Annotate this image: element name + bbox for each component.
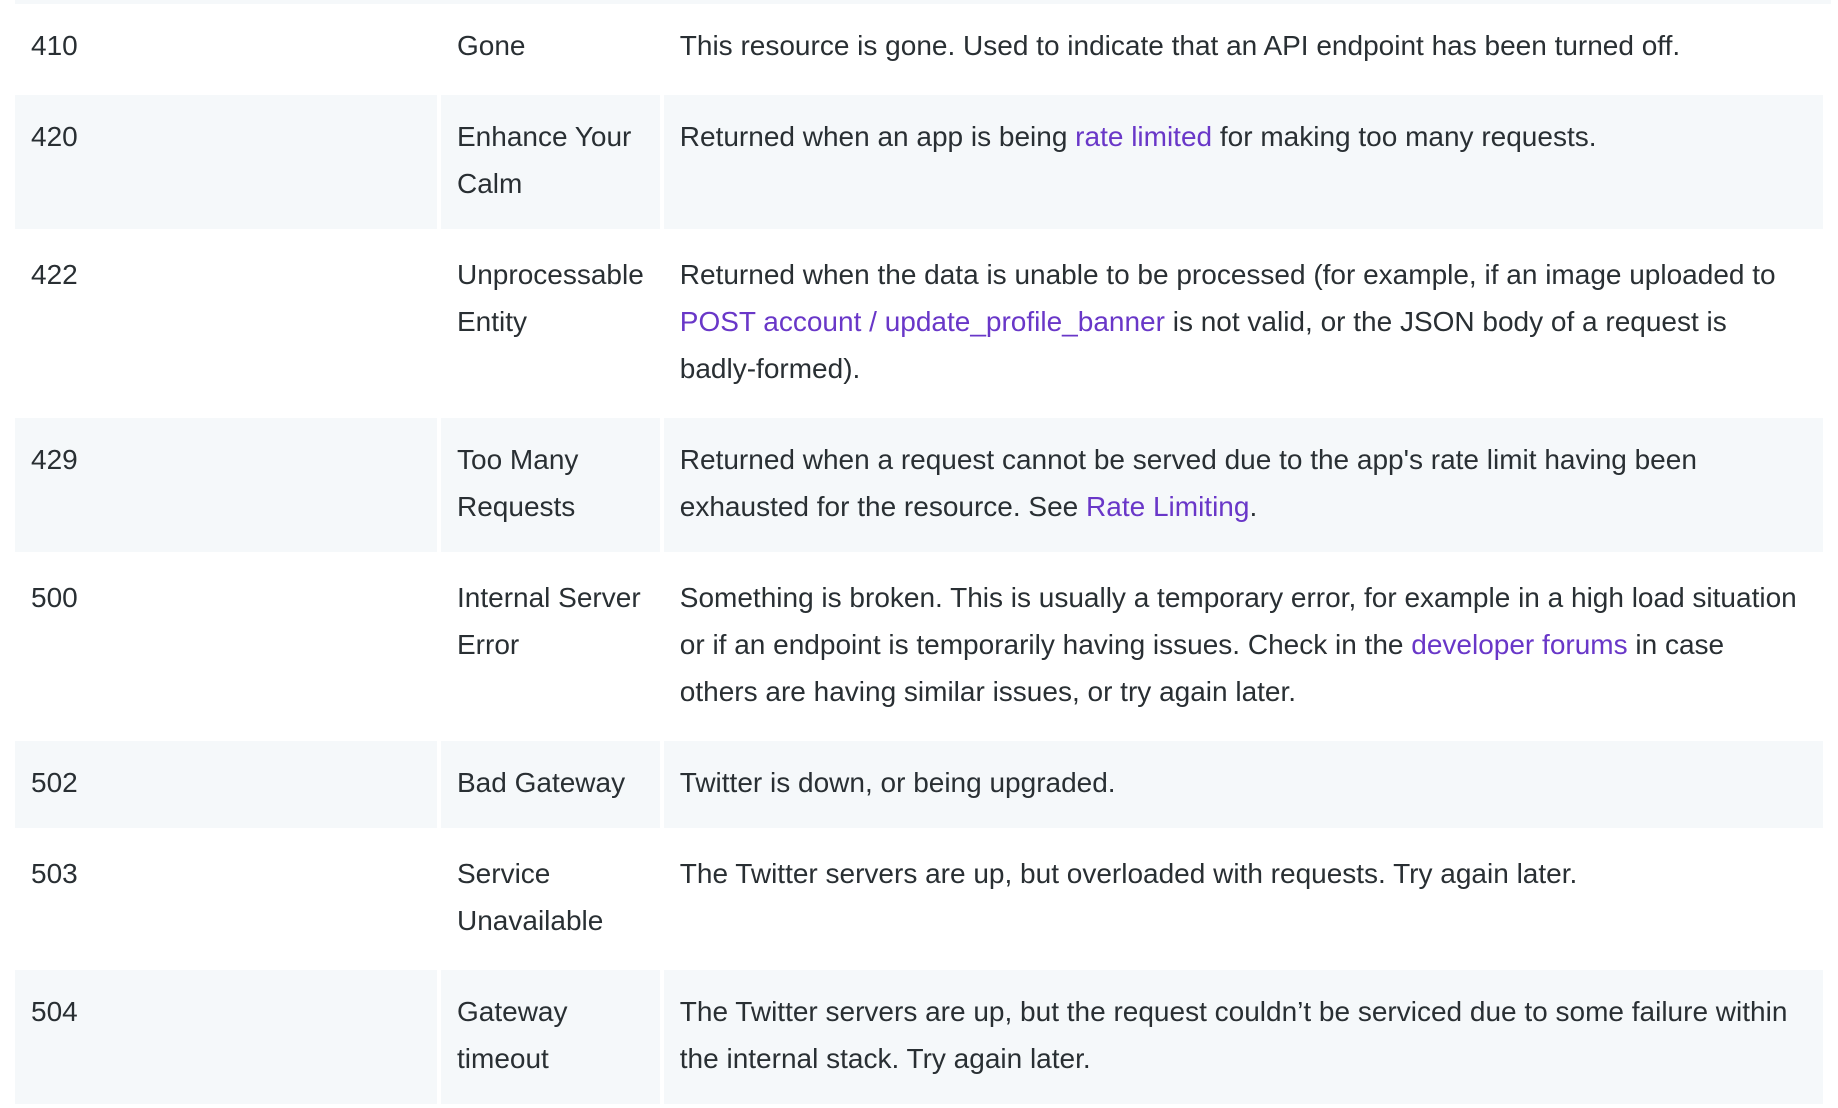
description-text: Twitter is down, or being upgraded. bbox=[679, 767, 1116, 798]
description-text: Returned when the data is unable to be processed (for example, if an image uploaded to bbox=[679, 259, 1776, 290]
status-text-cell: Unprocessable Entity bbox=[441, 233, 660, 414]
description-text: Returned when a request cannot be served due to the app's rate limit having been exhausted for the resource. See bbox=[679, 444, 1697, 522]
description-cell bbox=[664, 970, 1823, 1104]
description-text: . bbox=[1249, 491, 1258, 522]
status-text-cell: Bad Gateway bbox=[441, 741, 660, 828]
description-text: in case others are having similar issues, or try again later. bbox=[679, 629, 1725, 707]
status-code-cell: 502 bbox=[15, 741, 437, 828]
status-codes-table-body bbox=[15, 4, 1823, 1104]
status-text-cell: Gone bbox=[441, 4, 660, 91]
description-text: for making too many requests. bbox=[1212, 121, 1597, 152]
description-text: is not valid, or the JSON body of a request is badly-formed). bbox=[679, 306, 1727, 384]
table-row bbox=[15, 970, 1823, 1104]
description-cell bbox=[664, 556, 1823, 737]
table-row bbox=[15, 418, 1823, 552]
status-text-cell: Service Unavailable bbox=[441, 832, 660, 966]
table-row bbox=[15, 556, 1823, 737]
description-cell bbox=[664, 4, 1823, 91]
table-row bbox=[15, 741, 1823, 828]
status-code-cell: 410 bbox=[15, 4, 437, 91]
description-text: Something is broken. This is usually a temporary error, for example in a high load situation or if an endpoint is temporarily having issues. Check in the bbox=[679, 582, 1797, 660]
table-row bbox=[15, 832, 1823, 966]
status-code-cell: 420 bbox=[15, 95, 437, 229]
description-text: This resource is gone. Used to indicate that an API endpoint has been turned off. bbox=[679, 30, 1681, 61]
description-cell bbox=[664, 233, 1823, 414]
description-link[interactable]: POST account / update_profile_banner bbox=[679, 306, 1165, 337]
description-cell bbox=[664, 418, 1823, 552]
status-code-cell: 504 bbox=[15, 970, 437, 1104]
status-text-cell: Too Many Requests bbox=[441, 418, 660, 552]
status-text-cell: Internal Server Error bbox=[441, 556, 660, 737]
description-link[interactable]: developer forums bbox=[1411, 629, 1628, 660]
description-link[interactable]: rate limited bbox=[1075, 121, 1213, 152]
table-row bbox=[15, 95, 1823, 229]
status-code-cell: 422 bbox=[15, 233, 437, 414]
description-cell bbox=[664, 832, 1823, 966]
table-row bbox=[15, 4, 1823, 91]
status-code-cell: 429 bbox=[15, 418, 437, 552]
description-text: The Twitter servers are up, but overloaded with requests. Try again later. bbox=[679, 858, 1578, 889]
description-link[interactable]: Rate Limiting bbox=[1086, 491, 1250, 522]
status-codes-table bbox=[11, 0, 1827, 1108]
description-cell bbox=[664, 95, 1823, 229]
description-text: The Twitter servers are up, but the request couldn’t be serviced due to some failure within the internal stack. Try again later. bbox=[679, 996, 1788, 1074]
status-text-cell: Gateway timeout bbox=[441, 970, 660, 1104]
table-row bbox=[15, 233, 1823, 414]
description-cell bbox=[664, 741, 1823, 828]
status-code-cell: 503 bbox=[15, 832, 437, 966]
status-text-cell: Enhance Your Calm bbox=[441, 95, 660, 229]
status-code-cell: 500 bbox=[15, 556, 437, 737]
description-text: Returned when an app is being bbox=[679, 121, 1076, 152]
